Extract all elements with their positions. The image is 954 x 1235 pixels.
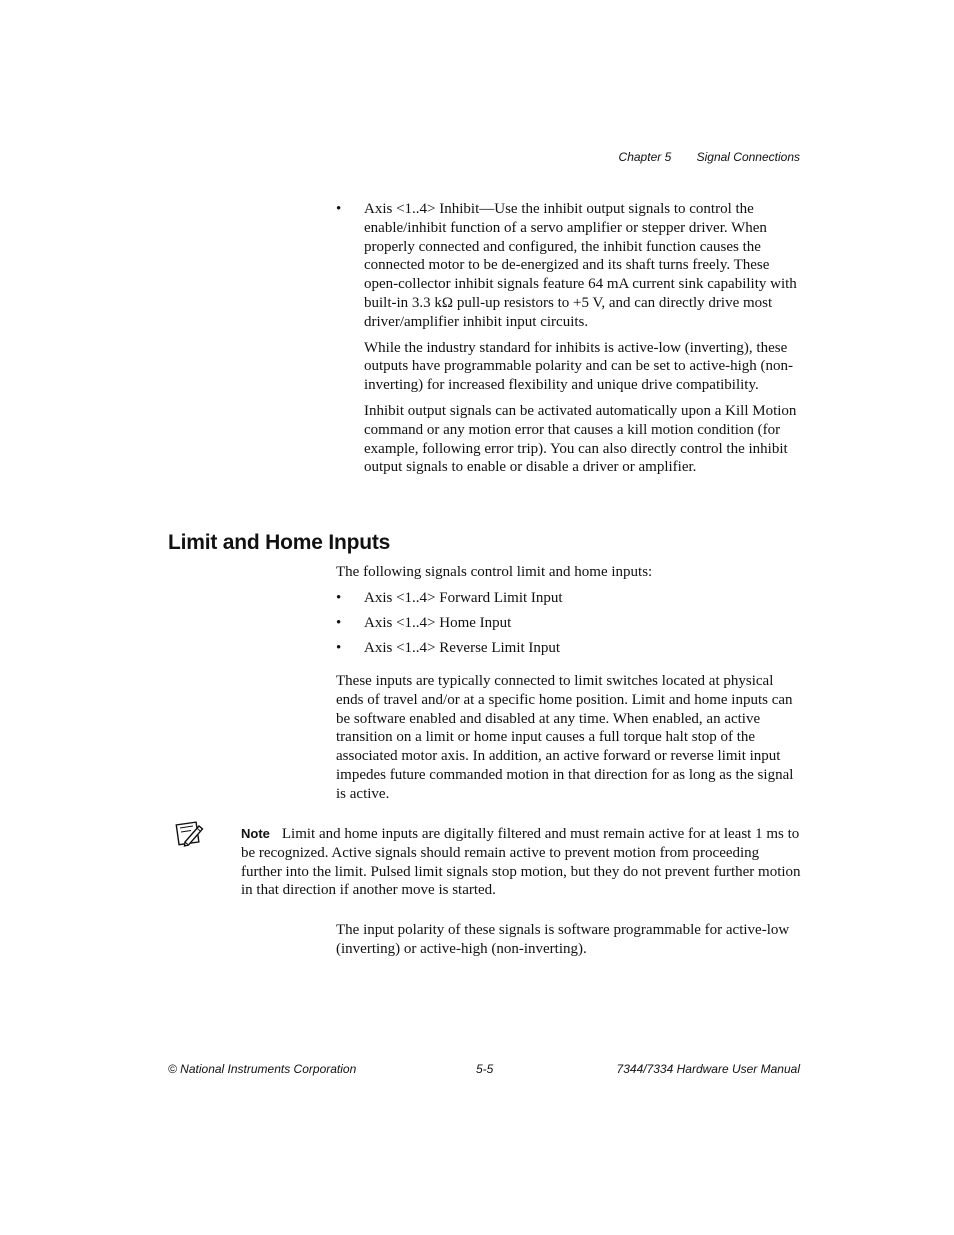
bullet-marker: • — [336, 614, 342, 631]
footer-copyright: © National Instruments Corporation — [168, 1062, 357, 1076]
header-section: Signal Connections — [696, 150, 800, 164]
list-item — [336, 614, 798, 633]
list-item — [336, 639, 798, 658]
section-intro: The following signals control limit and home inputs: — [336, 564, 653, 580]
section-body: These inputs are typically connected to limit switches located at physical ends of travel and/or at a specific home position. Limit and home inputs can be software enabled and disabled at any time. When enabled, an active transition on a limit or home input causes a full torque halt stop of the associated motor axis. In addition, an active forward or reverse limit input impedes future commanded motion in that direction for as long as the signal is active. — [336, 673, 794, 802]
signal-forward-limit: Axis <1..4> Forward Limit Input — [364, 590, 563, 606]
note-label: Note — [241, 826, 270, 841]
inhibit-polarity-paragraph: While the industry standard for inhibits is active-low (inverting), these outputs have programmable polarity and can be set to active-high (non-inverting) for increased flexibility and unique drive compatibility. — [364, 339, 794, 394]
inhibit-item-text: Axis <1..4> Inhibit—Use the inhibit output signals to control the enable/inhibit function of a servo amplifier or stepper driver. When properly connected and configured, the inhibit function causes the connected motor to be de-energized and its shaft turns freely. These open-collector inhibit signals feature 64 mA current sink capability with built-in 3.3 kΩ pull-up resistors to +5 V, and can directly drive most driver/amplifier inhibit input circuits. — [364, 201, 797, 330]
signal-home: Axis <1..4> Home Input — [364, 614, 512, 631]
header-chapter: Chapter 5 — [618, 150, 672, 164]
note-callout — [241, 825, 801, 900]
bullet-marker: • — [336, 639, 342, 656]
signal-reverse-limit: Axis <1..4> Reverse Limit Input — [364, 639, 561, 656]
list-item — [336, 200, 798, 332]
section-title: Limit and Home Inputs — [168, 531, 391, 554]
bullet-marker: • — [336, 201, 342, 217]
signal-list — [336, 589, 798, 664]
note-pencil-icon — [175, 820, 205, 848]
list-item — [336, 589, 798, 608]
closing-paragraph: The input polarity of these signals is software programmable for active-low (inverting) or active-high (non-inverting). — [336, 922, 790, 957]
note-text: Limit and home inputs are digitally filtered and must remain active for at least 1 ms to be recognized. Active signals should remain active to prevent motion from proceeding further into the limit. Pulsed limit signals stop motion, but they do not prevent further motion in that direction if another move is started. — [241, 826, 801, 899]
footer-page-number: 5-5 — [476, 1062, 494, 1076]
running-header — [597, 150, 800, 164]
inhibit-bullet-block — [336, 200, 798, 477]
inhibit-activation-paragraph: Inhibit output signals can be activated automatically upon a Kill Motion command or any motion error that causes a kill motion condition (for example, following error trip). You can also directly control the inhibit output signals to enable or disable a driver or amplifier. — [364, 402, 797, 476]
bullet-marker: • — [336, 590, 342, 606]
footer-manual-title: 7344/7334 Hardware User Manual — [616, 1062, 800, 1076]
